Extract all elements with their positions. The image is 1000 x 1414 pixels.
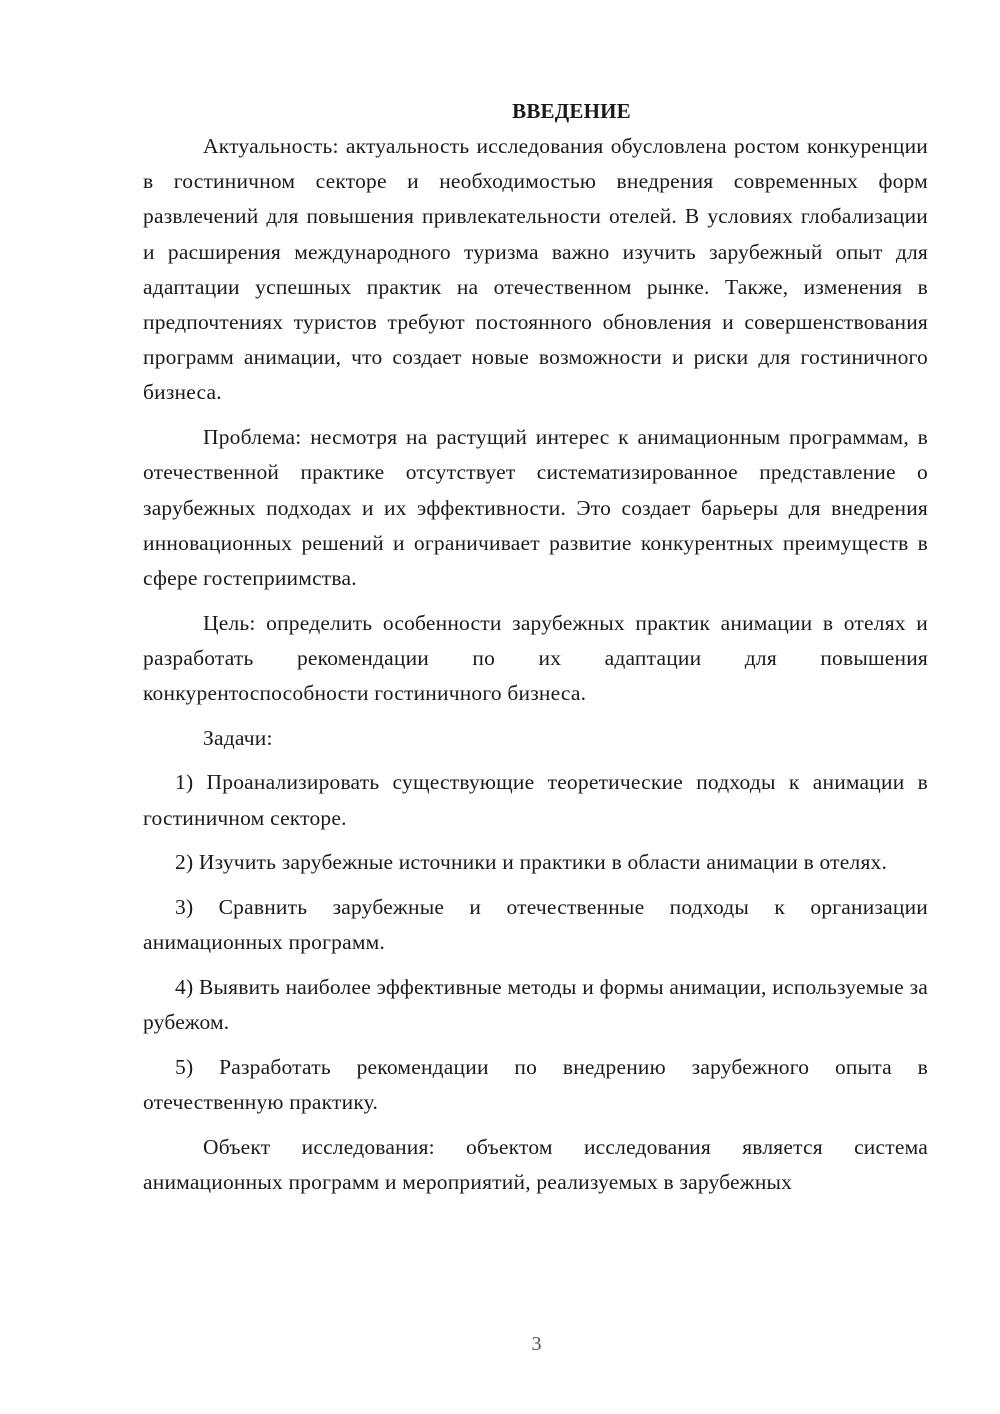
paragraph-object: Объект исследования: объектом исследования является система анимационных программ и мероприятий, реализуемых в зарубежных	[143, 1134, 928, 1194]
task-item-4: 4) Выявить наиболее эффективные методы и формы анимации, используемые за рубежом.	[143, 974, 928, 1035]
paragraph-relevance: Актуальность: актуальность исследования обусловлена ростом конкуренции в гостиничном секторе и необходимостью внедрения современных форм развлечений для повышения привлекательности отелей. В условиях глобализации и расширения международного туризма важно изучить зарубежный опыт для адаптации успешных практик на отечественном рынке. Также, изменения в предпочтениях туристов требуют постоянного обновления и совершенствования программ анимации, что создает новые возможности и риски для гостиничного бизнеса.	[143, 134, 928, 405]
tasks-heading: Задачи:	[203, 725, 273, 750]
paragraph-goal: Цель: определить особенности зарубежных практик анимации в отелях и разработать рекомендации по их адаптации для повышения конкурентоспособности гостиничного бизнеса.	[143, 610, 928, 706]
task-item-2: 2) Изучить зарубежные источники и практики в области анимации в отелях.	[175, 850, 888, 875]
page-number: 3	[531, 1333, 542, 1355]
task-item-3: 3) Сравнить зарубежные и отечественные подходы к организации анимационных программ.	[143, 895, 928, 955]
task-item-1: 1) Проанализировать существующие теоретические подходы к анимации в гостиничном секторе.	[143, 770, 928, 830]
task-item-5: 5) Разработать рекомендации по внедрению зарубежного опыта в отечественную практику.	[143, 1054, 928, 1115]
paragraph-problem: Проблема: несмотря на растущий интерес к анимационным программам, в отечественной практике отсутствует систематизированное представление о зарубежных подходах и их эффективности. Это создает барьеры для внедрения инновационных решений и ограничивает развитие конкурентных преимуществ в сфере гостеприимства.	[143, 425, 928, 590]
section-title: ВВЕДЕНИЕ	[512, 99, 631, 123]
page-content	[143, 95, 928, 1210]
